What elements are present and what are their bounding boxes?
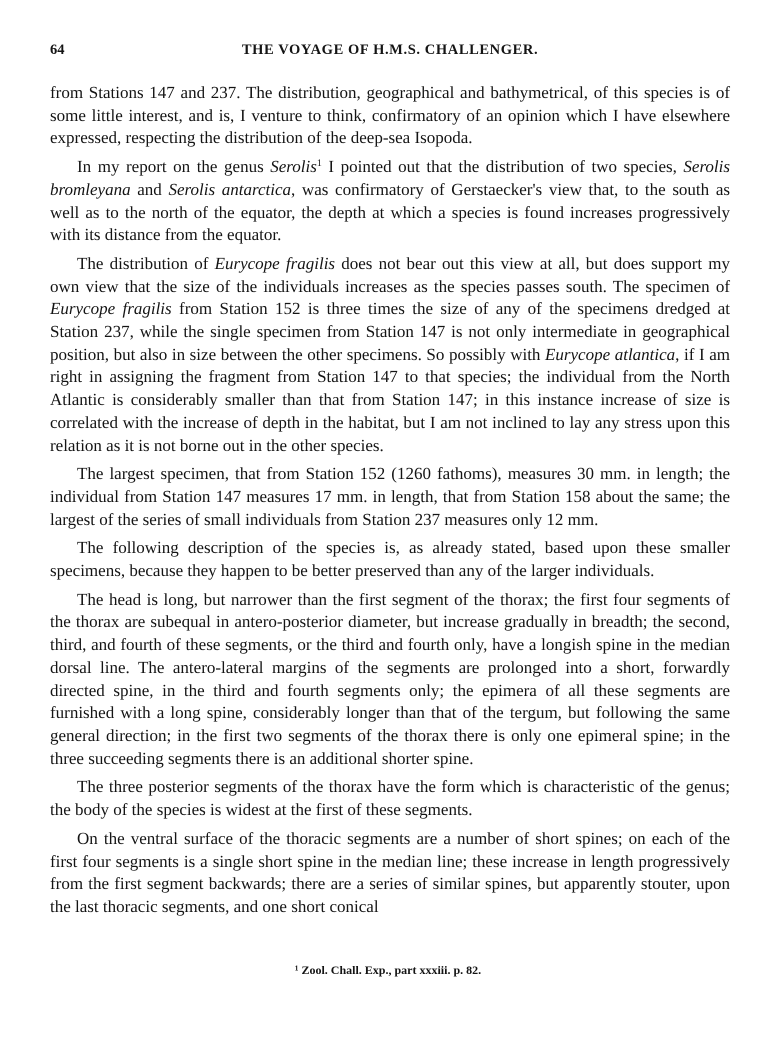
species-name: Serolis bromleyana <box>50 157 730 199</box>
paragraph: The largest specimen, that from Station 152 (1260 fathoms), measures 30 mm. in length; the individual from Station 147 measures 17 mm. in length, that from Station 158 about the same; the largest of the series of small individuals from Station 237 measures only 12 mm. <box>50 464 730 529</box>
paragraph: The three posterior segments of the thorax have the form which is characteristic of the genus; the body of the species is widest at the first of these segments. <box>50 777 730 820</box>
species-name: Eurycope atlantica <box>545 344 676 364</box>
paragraph: from Stations 147 and 237. The distribution, geographical and bathymetrical, of this species is of some little interest, and is, I venture to think, confirmatory of an opinion which I have elsewhere expressed, respecting the distribution of the deep-sea Isopoda. <box>50 83 730 148</box>
footnote-marker: 1 <box>316 158 322 170</box>
paragraph: In my report on the genus Serolis$^1$ I pointed out that the distribution of two species, Serolis bromleyana and Serolis antarctica, was confirmatory of Gerstaecker's view that, to the south as well as to the north of the equator, the depth at which a species is found increases progressively with its distance from the equator. <box>50 157 730 245</box>
species-name: Eurycope fragilis <box>214 253 336 273</box>
species-name: Eurycope fragilis <box>50 299 172 319</box>
paragraph: The distribution of Eurycope fragilis does not bear out this view at all, but does support my own view that the size of the individuals increases as the species passes south. The specimen of Eurycope fragilis from Station 152 is three times the size of any of the specimens dredged at Station 237, while the single specimen from Station 147 is not only intermediate in geographical position, but also in size between the other specimens. So possibly with Eurycope atlantica, if I am right in assigning the fragment from Station 147 to that species; the individual from the North Atlantic is considerably smaller than that from Station 147; in this instance increase of size is correlated with the increase of depth in the habitat, but I am not inclined to lay any stress upon this relation as it is not borne out in the other species. <box>50 253 730 455</box>
paragraph: The following description of the species is, as already stated, based upon these smaller specimens, because they happen to be better preserved than any of the larger individuals. <box>50 538 730 581</box>
species-name: Serolis antarctica <box>168 179 291 199</box>
running-header <box>50 42 730 64</box>
paragraph: On the ventral surface of the thoracic segments are a number of short spines; on each of the first four segments is a single short spine in the median line; these increase in length progressively from the first segment backwards; there are a series of similar spines, but apparently stouter, upon the last thoracic segments, and one short conical <box>50 828 730 916</box>
footnote: ¹ Zool. Chall. Exp., part xxxiii. p. 82. <box>294 963 482 977</box>
page-number: 64 <box>50 42 65 58</box>
paragraph: The head is long, but narrower than the first segment of the thorax; the first four segments of the thorax are subequal in antero-posterior diameter, but increase gradually in breadth; the second, third, and fourth of these segments, or the third and fourth only, have a longish spine in the median dorsal line. The antero-lateral margins of the segments are prolonged into a short, forwardly directed spine, in the third and fourth segments only; the epimera of all these segments are furnished with a long spine, considerably longer than that of the tergum, but following the same general direction; in the first two segments of the thorax there is only one epimeral spine; in the three succeeding segments there is an additional shorter spine. <box>50 589 730 768</box>
body-text <box>50 82 730 925</box>
species-name: Serolis <box>270 157 317 177</box>
running-title: THE VOYAGE OF H.M.S. CHALLENGER. <box>241 42 539 58</box>
